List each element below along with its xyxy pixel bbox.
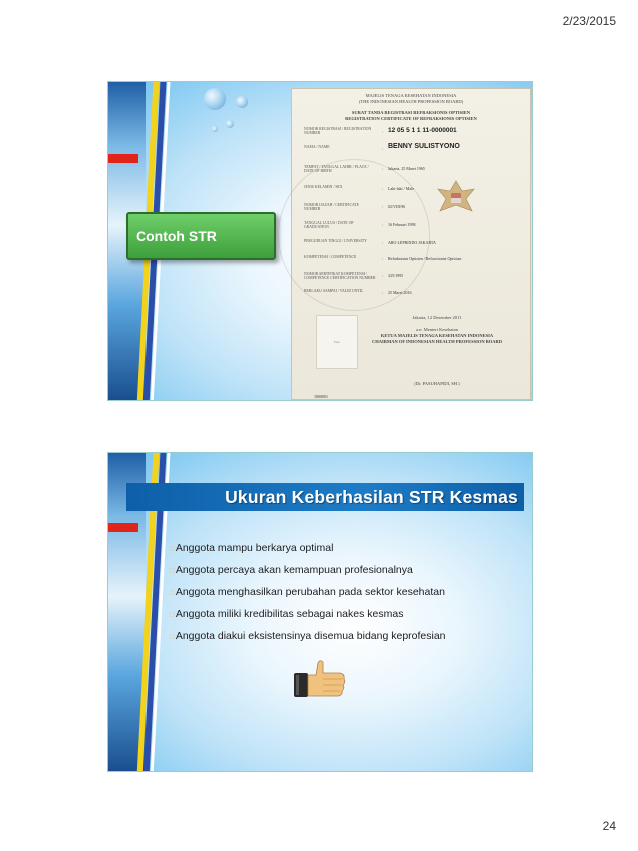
water-drop-icon [204, 88, 226, 110]
cert-header-line1: MAJELIS TENAGA KESEHATAN INDONESIA [365, 93, 457, 98]
cert-field-label: NOMOR IJAZAH / CERTIFICATE NUMBER [304, 203, 359, 211]
list-item-text: Anggota miliki kredibilitas sebagai nakes kesmas [175, 608, 404, 620]
example-label-box [126, 212, 276, 260]
cert-field-label: BERLAKU SAMPAI / VALID UNTIL [304, 289, 364, 293]
cert-place-date: Jakarta, 12 Desember 2011 [412, 315, 462, 320]
cert-certificate-number: 02/VIII/96 [388, 204, 406, 209]
cert-field-label: NAMA / NAME [304, 145, 330, 149]
cert-field-label: NOMOR SERTIFIKAT KOMPETENSI / COMPETENCE CERTIFICATION NUMBER [304, 272, 376, 280]
cert-university: ARO LEPRINDO JAKARTA [388, 240, 436, 245]
cert-registration-number: 12 05 5 1 1 11-0000001 [388, 127, 457, 134]
cert-field-label: TANGGAL LULUS / DATE OF GRADUATION [304, 221, 354, 229]
cert-signer-title1: KETUA MAJELIS TENAGA KESEHATAN INDONESIA [380, 333, 494, 338]
list-item-text: Anggota percaya akan kemampuan profesionalnya [175, 564, 413, 576]
cert-signer-prefix: a.n. Menteri Kesehatan [416, 327, 458, 332]
cert-competence: Refraksionis Optisien / Refractionist Optician [388, 256, 462, 261]
cert-field-label: TEMPAT / TANGGAL LAHIR / PLACE / DATE OF BIRTH [304, 165, 369, 173]
cert-graduation-date: 16 Februari 1998 [388, 222, 416, 227]
str-certificate: MAJELIS TENAGA KESEHATAN INDONESIA (THE INDONESIAN HEALTH PROFESSION BOARD) SURAT TANDA REGISTRASI REFRAKSIONIS OPTISIEN REGISTRATION CERTIFICATE OF REFRAKSIONIS OPTISIEN NOMOR REGISTRASI / REGISTRATION NUMBER : 12 05 5 1 1 11-0000001 NAMA / NAME : BENNY SULISTYONO TEMPAT / TANGGAL LAHIR / PLACE / DATE OF BIRTH : Jakarta, 25 Maret 1965 JENIS KELAMIN / SEX : Laki-laki / Male NOMOR IJAZAH / CERTIFICATE NUMBER : 02/VIII/96 TANGGAL LULUS / DATE OF GRADUATION : 16 Februari 1998 PERGURUAN TINGGI / UNIVERSITY : ARO LEPRINDO JAKARTA KOMPETENSI / COMPETENCE : Refraksionis Optisien / Refractionist Optician NOMOR SERTIFIKAT KOMPETENSI / COMPETENCE CERTIFICATION NUMBER : 325/1995 BERLAKU SAMPAI / VALID UNTIL : 25 Maret 2016 Jakarta, 12 Desember 2011 a.n. Menteri Kesehatan KETUA MAJELIS TENAGA KESEHATAN INDONESIA CHAIRMAN OF INDONESIAN HEALTH PROFESSION BOARD (Dr. PASUHAPIDI, SH.) Foto 1000001 [291, 88, 531, 400]
slide-title-banner [126, 483, 524, 511]
cert-signer-title2: CHAIRMAN OF INDONESIAN HEALTH PROFESSION BOARD [371, 339, 503, 344]
page-number: 24 [602, 819, 616, 833]
slide-title: Ukuran Keberhasilan STR Kesmas [225, 486, 518, 507]
example-label-text: Contoh STR [136, 228, 217, 244]
list-item [170, 581, 446, 603]
water-drop-icon [212, 126, 218, 132]
bullet-marker-icon: □ [170, 565, 175, 575]
cert-field-label: JENIS KELAMIN / SEX [304, 185, 343, 189]
cert-field-label: KOMPETENSI / COMPETENCE [304, 255, 357, 259]
slide-1 [107, 81, 533, 401]
cert-serial: 1000001 [314, 394, 328, 399]
header-date: 2/23/2015 [562, 14, 616, 28]
cert-competence-number: 325/1995 [388, 273, 404, 278]
cert-title-line2: REGISTRATION CERTIFICATE OF REFRAKSIONIS OPTISIEN [345, 116, 477, 121]
bullet-marker-icon: □ [170, 587, 175, 597]
cert-field-label: NOMOR REGISTRASI / REGISTRATION NUMBER [304, 127, 372, 135]
water-drop-icon [226, 120, 234, 128]
success-criteria-list [170, 537, 446, 647]
cert-signer-name: (Dr. PASUHAPIDI, SH.) [414, 381, 460, 386]
red-accent-bar [108, 523, 138, 532]
list-item-text: Anggota diakui eksistensinya disemua bidang keprofesian [175, 630, 446, 642]
bullet-marker-icon: □ [170, 609, 175, 619]
garuda-emblem-icon [434, 177, 478, 221]
thumbs-up-icon [292, 659, 348, 699]
cert-sex: Laki-laki / Male [388, 186, 414, 191]
cert-valid-until: 25 Maret 2016 [388, 290, 412, 295]
list-item-text: Anggota menghasilkan perubahan pada sektor kesehatan [175, 586, 445, 598]
cert-field-label: PERGURUAN TINGGI / UNIVERSITY [304, 239, 367, 243]
list-item-text: Anggota mampu berkarya optimal [175, 542, 334, 554]
bullet-marker-icon: □ [170, 543, 175, 553]
cert-birth: Jakarta, 25 Maret 1965 [388, 166, 425, 171]
cert-photo-placeholder: Foto [316, 315, 358, 369]
slide-2 [107, 452, 533, 772]
list-item [170, 537, 446, 559]
cert-name: BENNY SULISTYONO [388, 143, 460, 150]
list-item [170, 603, 446, 625]
list-item [170, 625, 446, 647]
list-item [170, 559, 446, 581]
water-drop-icon [236, 96, 248, 108]
bullet-marker-icon: □ [170, 631, 175, 641]
cert-header-line2: (THE INDONESIAN HEALTH PROFESSION BOARD) [358, 99, 464, 104]
red-accent-bar [108, 154, 138, 163]
cert-title-line1: SURAT TANDA REGISTRASI REFRAKSIONIS OPTISIEN [351, 110, 471, 115]
